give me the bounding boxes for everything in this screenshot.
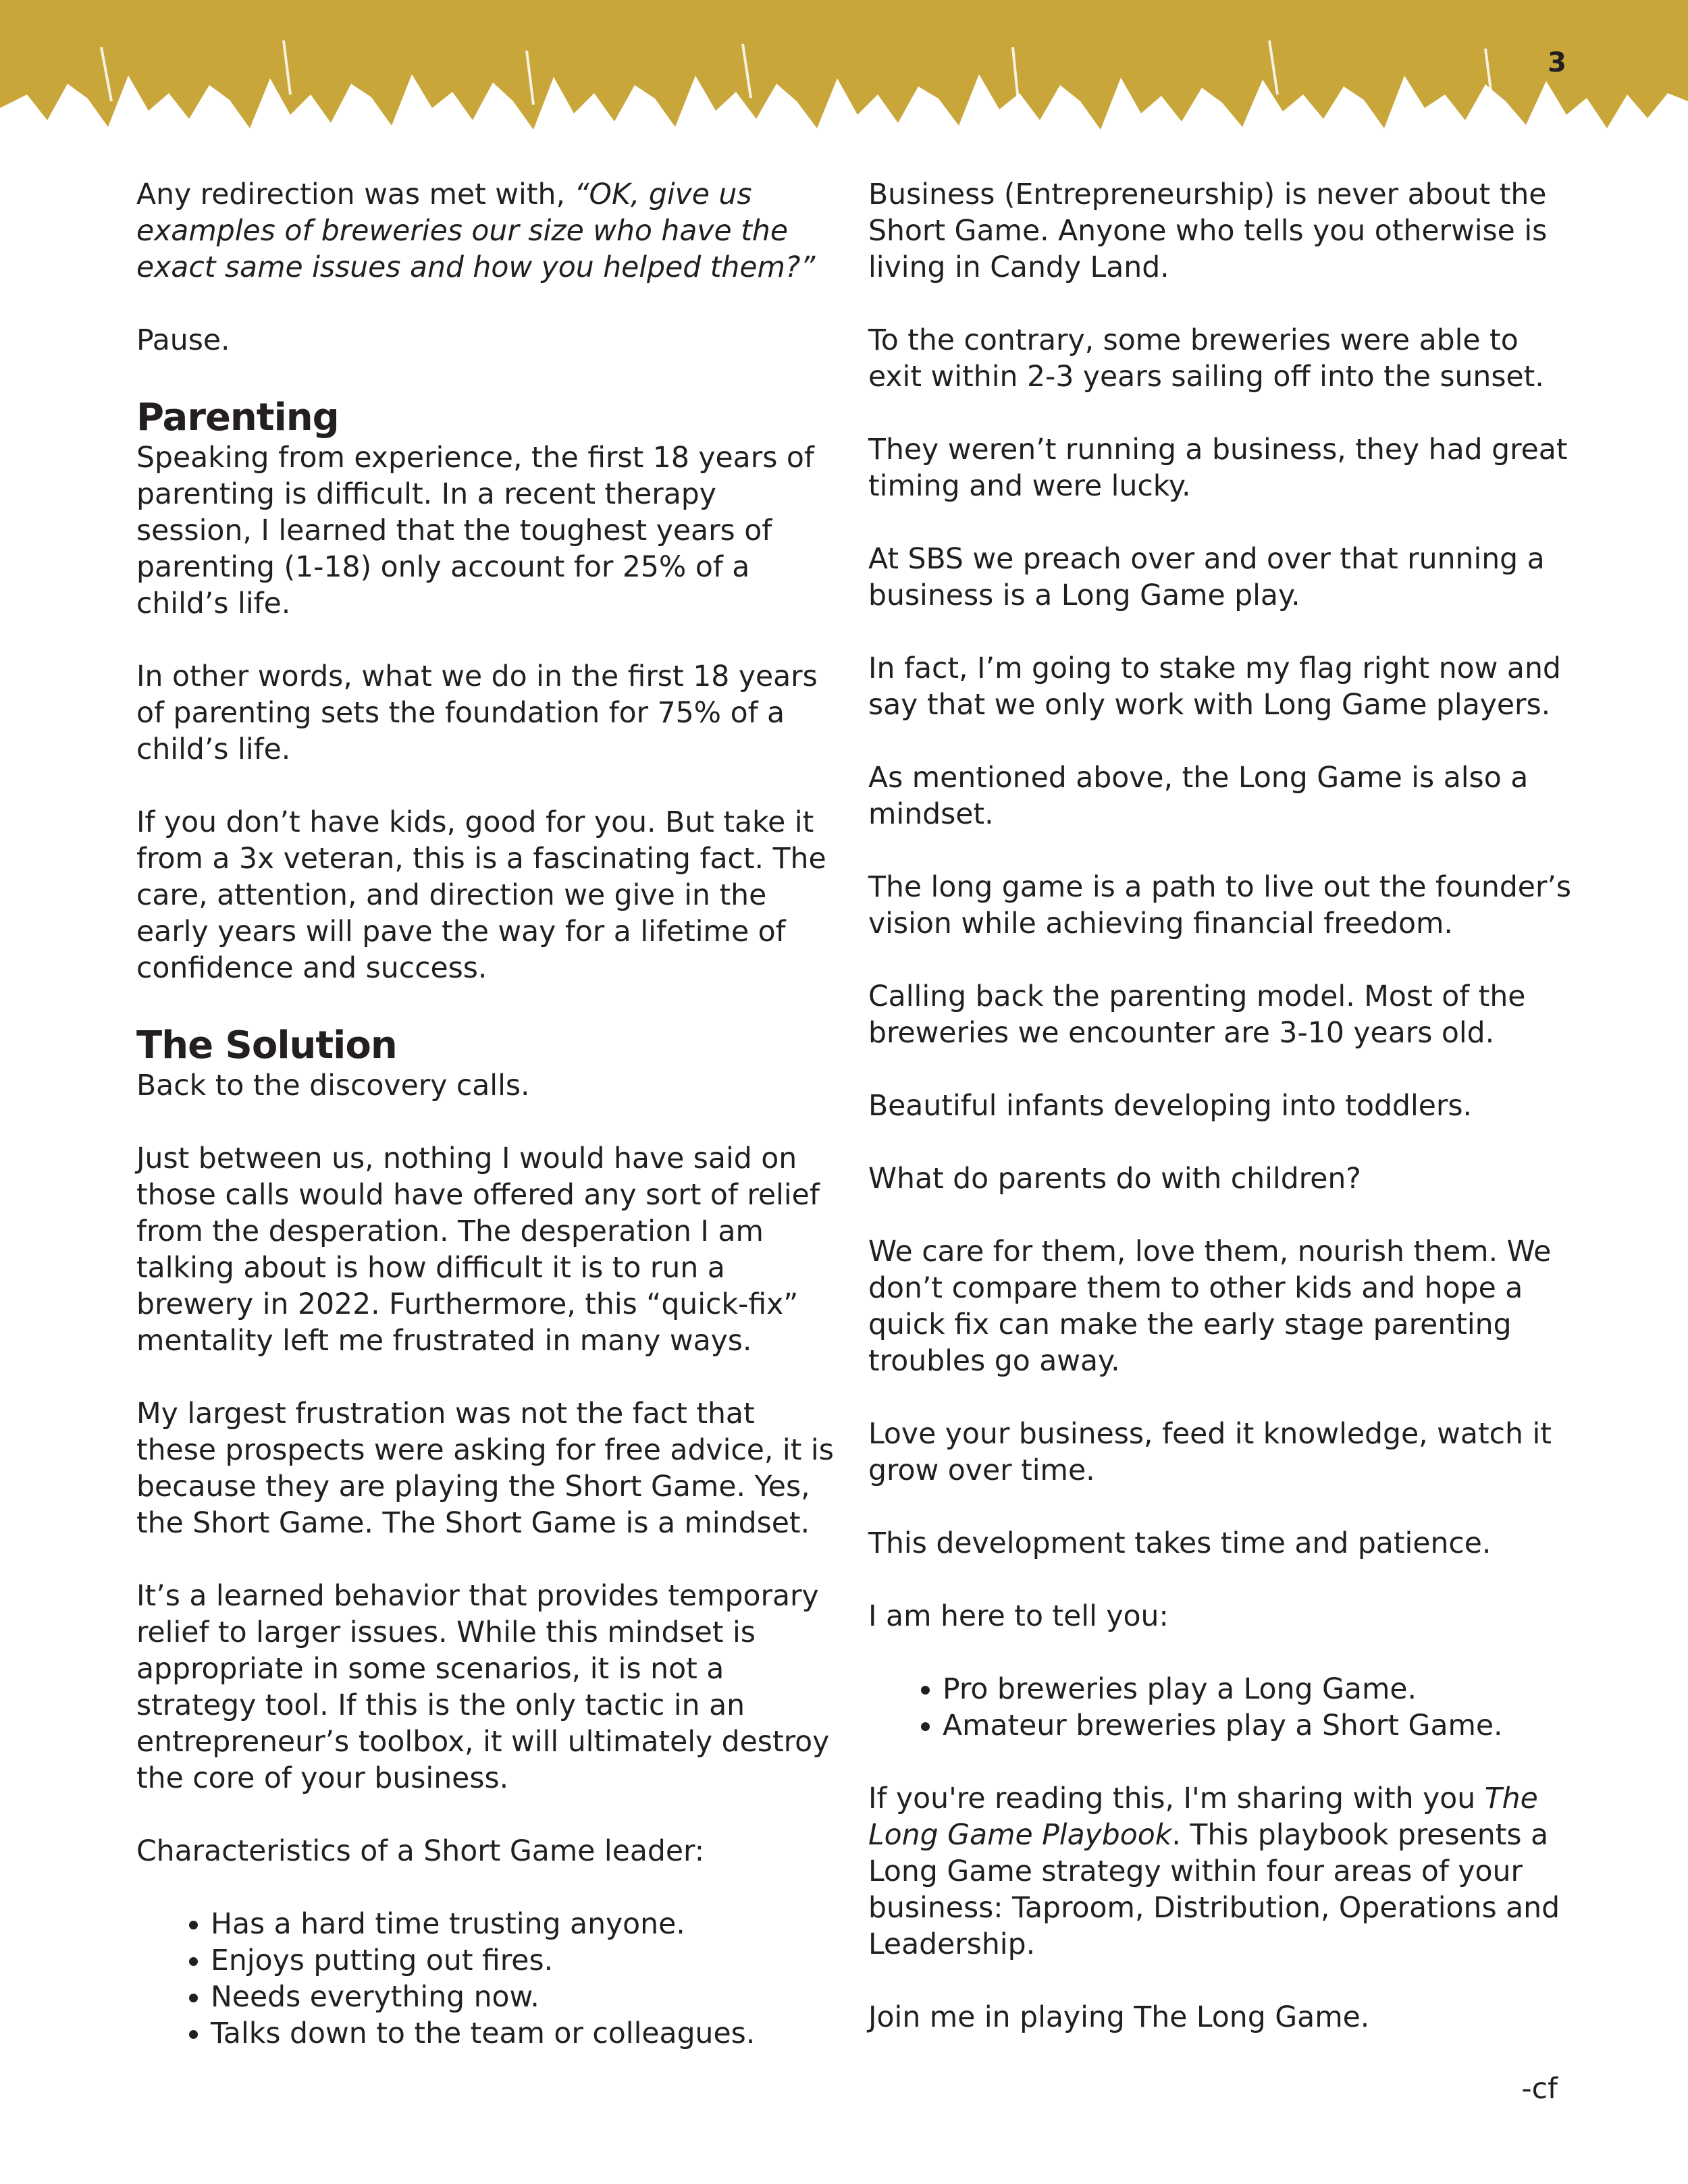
- playbook-title: The Long Game Playbook: [868, 1782, 1538, 1852]
- pause-paragraph: Pause.: [136, 324, 230, 357]
- parenting-paragraph-3: If you don’t have kids, good for you. But take it from a 3x veteran, this is a fascinating fact. The care, attention, and direction we give in the early years will pave the way for a lifetime of confidence and success.: [136, 806, 826, 985]
- solution-heading: The Solution: [136, 1023, 397, 1067]
- gold-brush-shape: [0, 0, 1688, 130]
- solution-paragraph-4: It’s a learned behavior that provides temporary relief to larger issues. While this mindset is appropriate in some scenarios, it is not a strategy tool. If this is the only tactic in an entrepreneur’s toolbox, it will ultimately destroy the core of your business.: [136, 1580, 830, 1795]
- characteristics-list: [136, 1907, 835, 2052]
- right-column: [868, 177, 1577, 2036]
- right-paragraph-12: Love your business, feed it knowledge, watch it grow over time.: [868, 1418, 1552, 1487]
- right-paragraph-5: In fact, I’m going to stake my flag right now and say that we only work with Long Game players.: [868, 652, 1561, 722]
- right-paragraph-1: Business (Entrepreneurship) is never about the Short Game. Anyone who tells you otherwise is living in Candy Land.: [868, 178, 1548, 284]
- list-item: • Amateur breweries play a Short Game.: [943, 1708, 1577, 1744]
- parenting-paragraph-1: Speaking from experience, the first 18 years of parenting is difficult. In a recent therapy session, I learned that the toughest years of parenting (1-18) only account for 25% of a child’s life.: [136, 442, 814, 620]
- list-item: • Pro breweries play a Long Game.: [943, 1672, 1577, 1708]
- characteristics-intro: Characteristics of a Short Game leader:: [136, 1835, 705, 1868]
- right-paragraph-7: The long game is a path to live out the founder’s vision while achieving financial freedom.: [868, 871, 1572, 940]
- right-paragraph-11: We care for them, love them, nourish them. We don’t compare them to other kids and hope a quick fix can make the early stage parenting troubles go away.: [868, 1235, 1552, 1378]
- solution-paragraph-1: Back to the discovery calls.: [136, 1069, 530, 1102]
- right-paragraph-4: At SBS we preach over and over that running a business is a Long Game play.: [868, 543, 1545, 612]
- page-number: 3: [1548, 47, 1566, 78]
- right-paragraph-10: What do parents do with children?: [868, 1163, 1361, 1196]
- right-paragraph-13: This development takes time and patience.: [868, 1527, 1492, 1560]
- intro-text: Any redirection was met with,: [136, 178, 575, 211]
- game-list: [868, 1672, 1577, 1744]
- parenting-paragraph-2: In other words, what we do in the first 18 years of parenting sets the foundation for 75% of a child’s life.: [136, 660, 818, 766]
- playbook-paragraph: [868, 1781, 1577, 1963]
- right-paragraph-8: Calling back the parenting model. Most of the breweries we encounter are 3-10 years old.: [868, 980, 1526, 1050]
- closing-paragraph: Join me in playing The Long Game.: [868, 2001, 1370, 2034]
- list-item: • Enjoys putting out fires.: [211, 1943, 835, 1979]
- right-paragraph-2: To the contrary, some breweries were able to exit within 2-3 years sailing off into the sunset.: [868, 324, 1544, 394]
- solution-paragraph-3: My largest frustration was not the fact that these prospects were asking for free advice, it is because they are playing the Short Game. Yes, the Short Game. The Short Game is a mindset.: [136, 1397, 834, 1540]
- parenting-heading: Parenting: [136, 396, 339, 440]
- signoff: -cf: [1521, 2073, 1558, 2106]
- right-paragraph-3: They weren’t running a business, they had great timing and were lucky.: [868, 433, 1568, 503]
- left-column: [136, 177, 835, 2089]
- solution-paragraph-2: Just between us, nothing I would have said on those calls would have offered any sort of relief from the desperation. The desperation I am talking about is how difficult it is to run a brewery in 2022. Furthermore, this “quick-fix” mentality left me frustrated in many ways.: [136, 1142, 820, 1358]
- right-paragraph-14: I am here to tell you:: [868, 1600, 1169, 1633]
- right-paragraph-6: As mentioned above, the Long Game is also a mindset.: [868, 762, 1529, 831]
- intro-quote: “OK, give us examples of breweries our size who have the exact same issues and how you helped them?”: [136, 178, 816, 284]
- playbook-text-before: If you're reading this, I'm sharing with you: [868, 1782, 1485, 1815]
- list-item: • Needs everything now.: [211, 1979, 835, 2016]
- brush-header-band: [0, 0, 1688, 162]
- playbook-text-after: . This playbook presents a Long Game strategy within four areas of your business: Taproom, Distribution, Operations and Leadership.: [868, 1819, 1560, 1961]
- right-paragraph-9: Beautiful infants developing into toddlers.: [868, 1090, 1473, 1123]
- list-item: • Has a hard time trusting anyone.: [211, 1907, 835, 1943]
- list-item: • Talks down to the team or colleagues.: [211, 2016, 835, 2052]
- intro-paragraph: [136, 177, 835, 286]
